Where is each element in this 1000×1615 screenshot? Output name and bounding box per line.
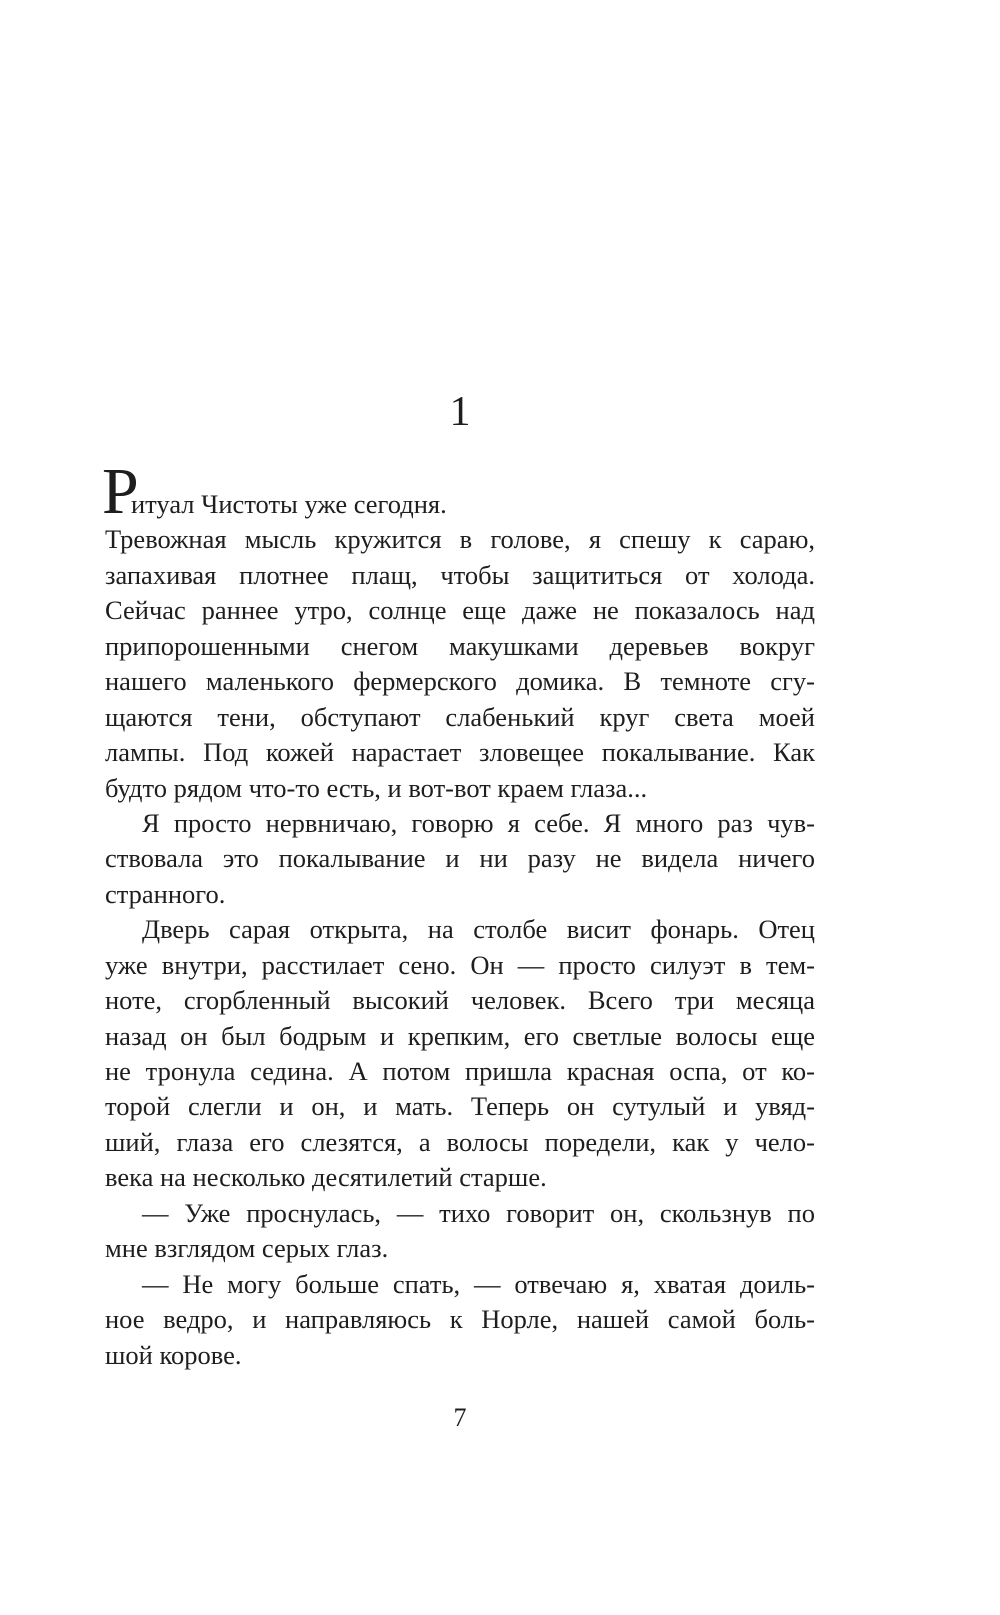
- text-line-content: итуал Чистоты уже сегодня.: [131, 489, 447, 519]
- drop-cap: Р: [102, 455, 139, 528]
- text-line: торой слегли и он, и мать. Теперь он сутулый и увяд-: [105, 1091, 815, 1122]
- text-line: ший, глаза его слезятся, а волосы поредели, как у чело-: [105, 1126, 815, 1157]
- text-line: Дверь сарая открыта, на столбе висит фонарь. Отец: [142, 914, 815, 945]
- text-line: — Не могу больше спать, — отвечаю я, хватая доиль-: [142, 1268, 815, 1299]
- text-line: Тревожная мысль кружится в голове, я спешу к сараю,: [105, 524, 815, 555]
- text-line: будто рядом что-то есть, и вот-вот краем глаза...: [105, 772, 648, 803]
- text-line: ное ведро, и направляюсь к Норле, нашей самой боль-: [105, 1304, 815, 1335]
- text-line: шой корове.: [105, 1339, 242, 1370]
- text-line: запахивая плотнее плащ, чтобы защититься от холода.: [105, 559, 815, 590]
- text-line: Я просто нервничаю, говорю я себе. Я много раз чув-: [142, 807, 815, 838]
- text-line: странного.: [105, 878, 226, 909]
- body-text: [102, 455, 815, 1373]
- text-line: назад он был бодрым и крепким, его светлые волосы еще: [105, 1020, 815, 1051]
- chapter-number: 1: [449, 389, 471, 435]
- text-line: [102, 455, 815, 528]
- text-line: лампы. Под кожей нарастает зловещее покалывание. Как: [105, 737, 815, 768]
- page-number: 7: [453, 1403, 467, 1432]
- text-line: уже внутри, расстилает сено. Он — просто силуэт в тем-: [105, 949, 815, 980]
- text-line: не тронула седина. А потом пришла красная оспа, от ко-: [105, 1056, 815, 1086]
- text-line: века на несколько десятилетий старше.: [105, 1162, 547, 1193]
- text-line: мне взглядом серых глаз.: [105, 1233, 389, 1264]
- text-line: припорошенными снегом макушками деревьев вокруг: [105, 630, 815, 661]
- text-line: — Уже проснулась, — тихо говорит он, скользнув по: [142, 1197, 815, 1228]
- text-line: ноте, сгорбленный высокий человек. Всего три месяца: [105, 985, 815, 1016]
- text-line: нашего маленького фермерского домика. В темноте сгу-: [105, 666, 815, 697]
- text-line: Сейчас раннее утро, солнце еще даже не показалось над: [105, 595, 815, 626]
- text-line: щаются тени, обступают слабенький круг света моей: [105, 701, 815, 732]
- text-line: ствовала это покалывание и ни разу не видела ничего: [105, 843, 815, 874]
